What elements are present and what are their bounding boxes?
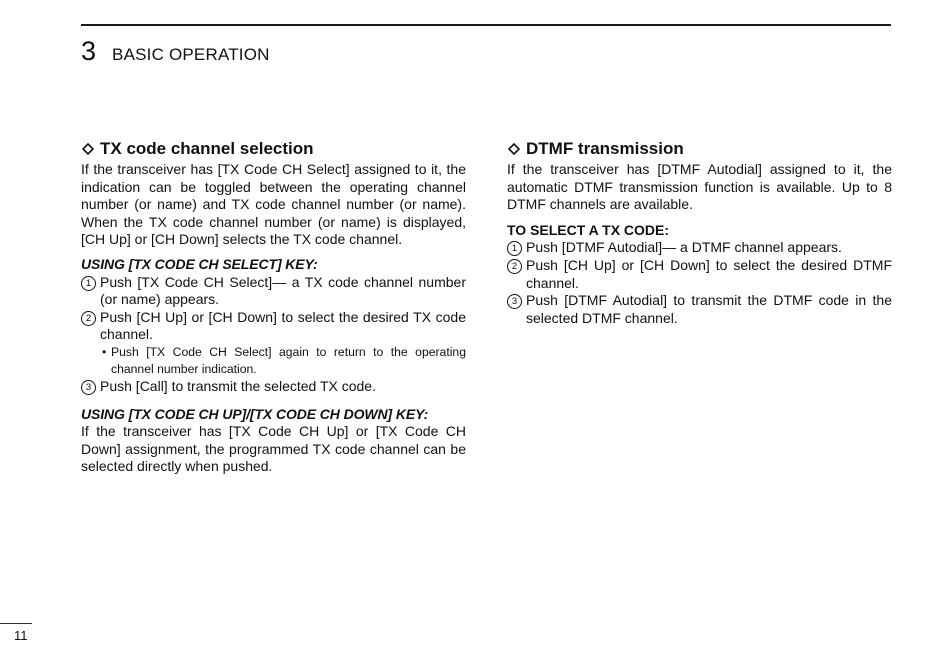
step-text: Push [TX Code CH Select]— a TX code channel number (or name) appears. — [100, 273, 466, 308]
step-number: 2 — [507, 259, 522, 274]
note-item — [102, 344, 466, 378]
step-number: 1 — [507, 241, 522, 256]
step-number: 3 — [81, 380, 96, 395]
diamond-icon — [507, 142, 521, 156]
section-title: TX code channel selection — [100, 139, 314, 158]
step-number: 2 — [81, 311, 96, 326]
subheading-up-down-key: USING [TX CODE CH UP]/[TX CODE CH DOWN] KEY: — [81, 405, 429, 422]
right-column — [507, 138, 892, 327]
left-column — [81, 138, 466, 476]
step-item — [507, 292, 892, 327]
bullet-icon: • — [102, 344, 107, 359]
paragraph-up-down: If the transceiver has [TX Code CH Up] or [TX Code CH Down] assignment, the programmed TX code channel can be selected directly when pushed. — [81, 423, 466, 475]
section-heading-tx-code — [81, 138, 466, 160]
step-number: 3 — [507, 294, 522, 309]
intro-paragraph: If the transceiver has [DTMF Autodial] assigned to it, the automatic DTMF transmission function is available. Up to 8 DTMF channels are available. — [507, 161, 892, 213]
step-text: Push [CH Up] or [CH Down] to select the desired TX code channel. — [100, 308, 466, 343]
step-text: Push [Call] to transmit the selected TX code. — [100, 377, 376, 394]
step-text: Push [CH Up] or [CH Down] to select the desired DTMF channel. — [526, 256, 892, 291]
header-rule — [81, 24, 891, 26]
step-item — [507, 257, 892, 292]
section-title: DTMF transmission — [526, 139, 684, 158]
step-item — [81, 274, 466, 309]
subheading-select-key: USING [TX CODE CH SELECT] KEY: — [81, 255, 318, 272]
step-number: 1 — [81, 276, 96, 291]
diamond-icon — [81, 142, 95, 156]
chapter-title: BASIC OPERATION — [112, 45, 270, 64]
chapter-header — [81, 36, 270, 66]
step-item — [81, 309, 466, 344]
subheading-select-tx-code: TO SELECT A TX CODE: — [507, 221, 670, 238]
page-number: 11 — [14, 628, 28, 643]
step-item — [507, 239, 892, 257]
step-item — [81, 378, 466, 396]
section-heading-dtmf — [507, 138, 892, 160]
step-text: Push [DTMF Autodial]— a DTMF channel appears. — [526, 239, 842, 256]
step-text: Push [DTMF Autodial] to transmit the DTMF code in the selected DTMF channel. — [526, 292, 892, 326]
chapter-number: 3 — [81, 36, 97, 66]
intro-paragraph: If the transceiver has [TX Code CH Select] assigned to it, the indication can be toggled between the operating channel number (or name) and TX code channel number (or name). When the TX code channel number (or name) is displayed, [CH Up] or [CH Down] selects the TX code channel. — [81, 161, 466, 248]
note-text: Push [TX Code CH Select] again to return to the operating channel number indication. — [111, 344, 466, 376]
footer-rule — [0, 623, 32, 624]
